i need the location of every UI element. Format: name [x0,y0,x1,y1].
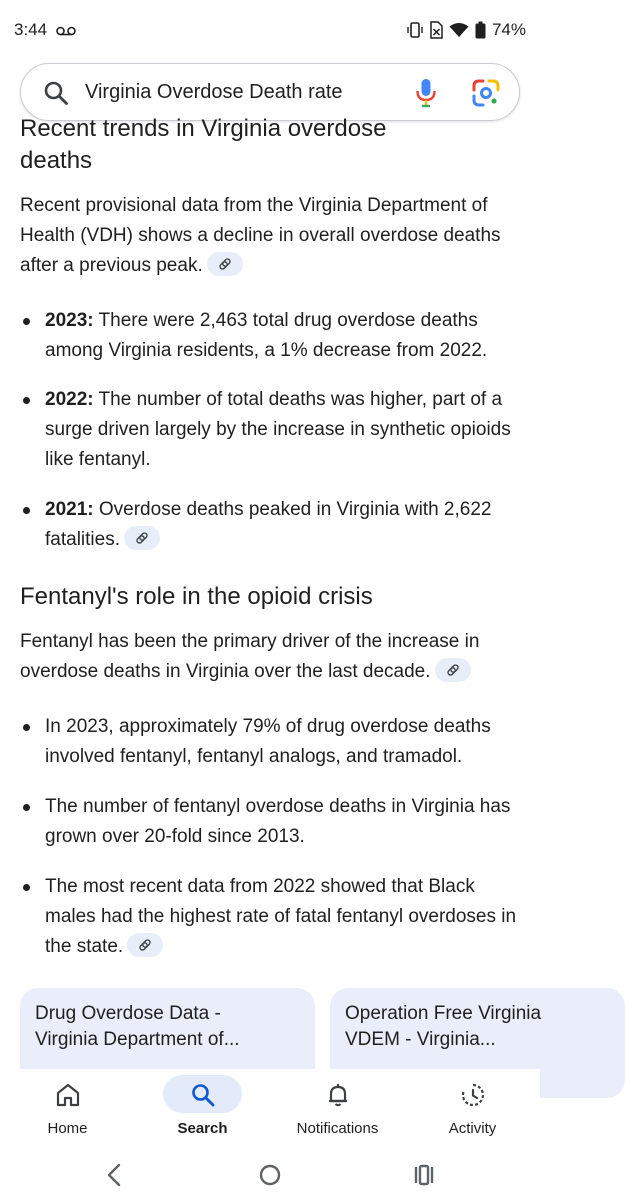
google-lens-icon[interactable] [472,79,500,107]
list-item [20,495,525,555]
nav-search[interactable] [135,1069,270,1149]
status-icons [407,20,526,40]
paragraph-text: Recent provisional data from the Virginia Department of Health (VDH) shows a decline in overall overdose deaths after a previous peak. [20,195,501,276]
bell-icon [325,1082,351,1108]
wifi-icon [449,22,469,38]
battery-percent: 74% [491,20,526,39]
nav-label: Notifications [296,1120,379,1137]
source-card-title[interactable]: Drug Overdose Data - Virginia Department of... [35,1003,240,1050]
link-icon [138,938,152,952]
search-icon [190,1082,216,1108]
vibrate-icon [407,21,423,39]
source-card-title[interactable]: Operation Free Virginia VDEM - Virginia... [345,1003,542,1050]
section-heading: Fentanyl's role in the opioid crisis [20,583,373,610]
nav-label: Home [47,1120,88,1137]
home-icon [55,1082,81,1108]
list-item: The number of fentanyl overdose deaths in Virginia has grown over 20-fold since 2013. [20,792,525,852]
section-paragraph [20,627,525,687]
home-circle-icon[interactable] [250,1157,290,1193]
bullet-year: 2022: [45,389,94,410]
link-icon [135,531,149,545]
nav-home[interactable] [0,1069,135,1149]
bullet-text: The number of total deaths was higher, part of a surge driven largely by the increase in synthetic opioids like fentanyl. [45,389,511,470]
nav-label: Activity [448,1120,497,1137]
link-icon [218,257,232,271]
source-link-chip[interactable] [435,658,471,682]
status-bar [0,0,540,62]
no-sim-icon [429,21,443,39]
section-paragraph [20,191,525,281]
source-link-chip[interactable] [127,933,163,957]
bullet-text: The most recent data from 2022 showed that Black males had the highest rate of fatal fentanyl overdoses in the state. [45,876,517,957]
nav-label: Search [177,1120,228,1137]
section-heading-tail: deaths [20,147,93,174]
bullet-year: 2021: [45,499,94,520]
status-time: 3:44 [14,20,48,39]
section-heading-clipped: Recent trends in Virginia overdose [20,115,387,142]
source-link-chip[interactable] [207,252,243,276]
battery-icon [475,21,486,39]
bottom-navigation [0,1069,540,1149]
search-input[interactable]: Virginia Overdose Death rate [85,81,343,103]
bullet-year: 2023: [45,310,94,331]
activity-icon [460,1082,486,1108]
list-item [20,306,525,366]
link-icon [446,663,460,677]
search-icon[interactable] [43,80,69,106]
paragraph-text: Fentanyl has been the primary driver of the increase in overdose deaths in Virginia over the last decade. [20,631,480,682]
list-item [20,872,525,962]
list-item: In 2023, approximately 79% of drug overdose deaths involved fentanyl, fentanyl analogs, and tramadol. [20,712,525,772]
microphone-icon[interactable] [415,78,437,108]
back-icon[interactable] [95,1157,135,1193]
nav-notifications[interactable] [270,1069,405,1149]
nav-activity[interactable] [405,1069,540,1149]
source-link-chip[interactable] [124,526,160,550]
voicemail-icon [56,26,76,36]
bullet-text: Overdose deaths peaked in Virginia with 2,622 fatalities. [45,499,492,550]
bullet-text: There were 2,463 total drug overdose deaths among Virginia residents, a 1% decrease from 2022. [45,310,488,361]
system-navigation-bar [0,1149,540,1199]
list-item [20,385,525,475]
search-bar[interactable] [20,63,520,121]
ai-overview-content [0,115,542,1069]
recents-icon[interactable] [404,1157,444,1193]
